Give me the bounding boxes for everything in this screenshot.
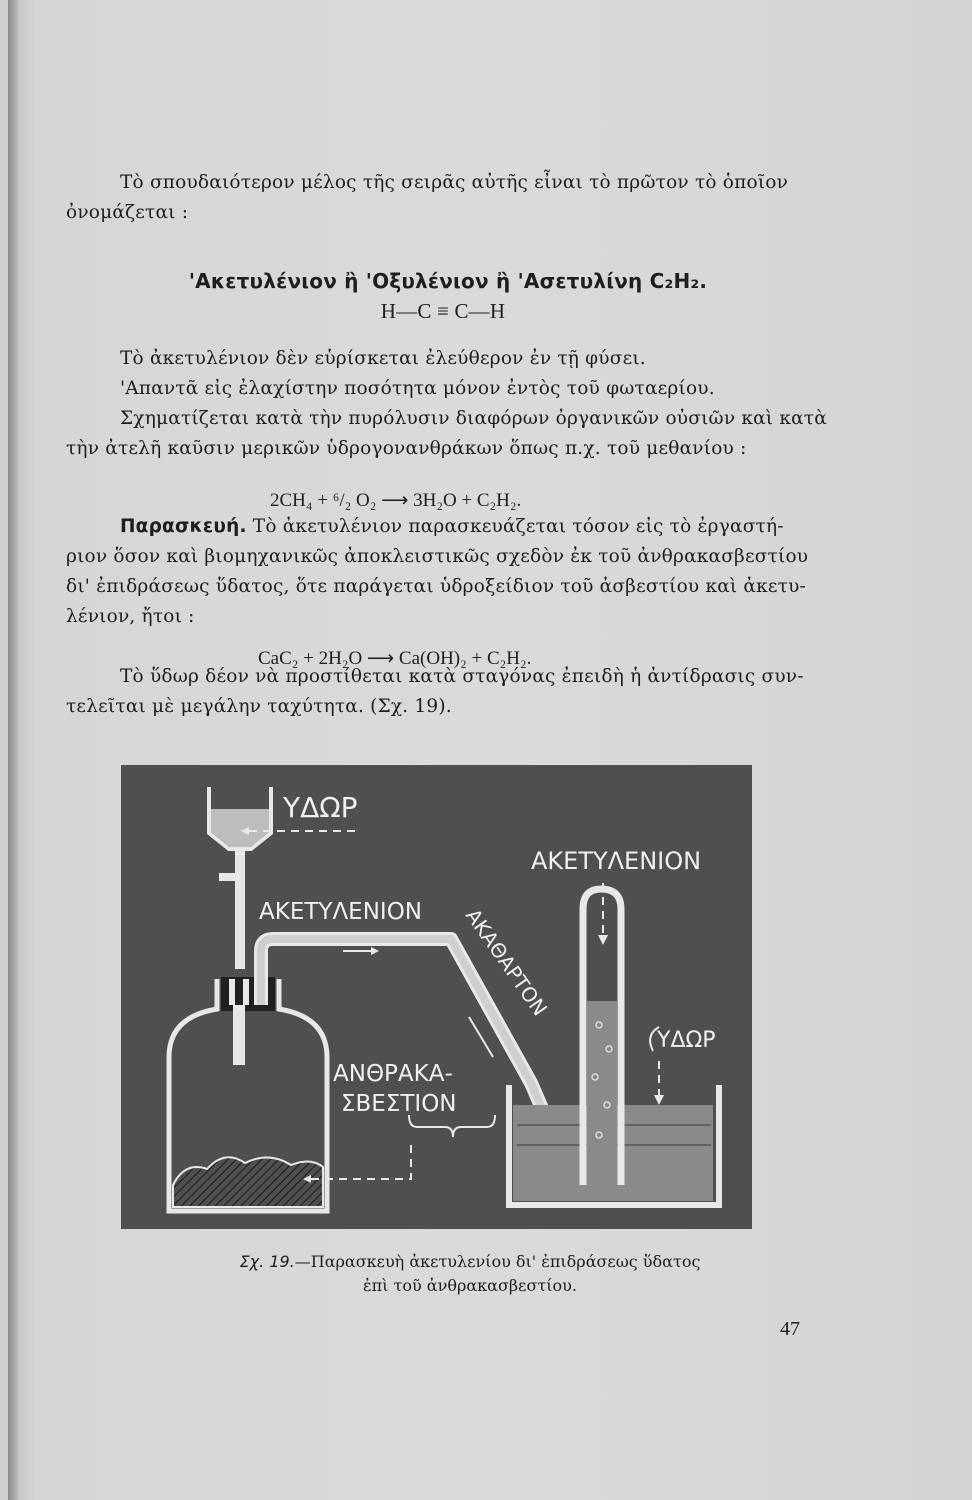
section-heading: 'Ακετυλένιον ἢ 'Οξυλένιον ἢ 'Ασετυλίνη C₂H₂. (188, 269, 708, 293)
label-water-top: ΥΔΩΡ (283, 791, 358, 824)
para2-line-1: Τὸ ὕδωρ δέον νὰ προστίθεται κατὰ σταγόνας ἐπειδὴ ἡ ἀντίδρασις συν- (120, 666, 804, 687)
caption-prefix: Σχ. 19. (239, 1252, 295, 1271)
preparation-line-2: ριον ὅσον καὶ βιομηχανικῶς ἀποκλειστικῶς σχεδὸν ἐκ τοῦ ἀνθρακασβεστίου (66, 546, 809, 567)
equation-carbide: CaC₂ + 2H₂O ⟶ Ca(OH)₂ + C₂H₂. (258, 648, 532, 669)
label-impure: ΑΚΑΘΑΡΤΟΝ (460, 904, 553, 1021)
caption-line-2: ἐπὶ τοῦ ἀνθρακασβεστίου. (363, 1276, 577, 1295)
intro-line-2: ὀνομάζεται : (66, 202, 189, 223)
equation-methane: 2CH₄ + ⁶/₂ O₂ ⟶ 3H₂O + C₂H₂. (270, 490, 522, 511)
label-acetylene-collected: ΑΚΕΤΥΛΕΝΙΟΝ (531, 847, 702, 875)
preparation-line-1 (120, 512, 784, 542)
label-carbide-line-2: ΣΒΕΣΤΙΟΝ (341, 1091, 457, 1117)
label-acetylene-pipe: ΑΚΕΤΥΛΕΝΙΟΝ (259, 899, 423, 925)
caption-line-1 (190, 1250, 750, 1274)
para1-line-4: τὴν ἀτελῆ καῦσιν μερικῶν ὑδρογονανθράκων ὅπως π.χ. τοῦ μεθανίου : (66, 438, 747, 459)
carbide-brace (409, 1115, 495, 1137)
preparation-line-4: λένιον, ἤτοι : (66, 606, 195, 627)
caption-text-1: —Παρασκευὴ ἀκετυλενίου δι' ἐπιδράσεως ὕδατος (294, 1252, 701, 1271)
calcium-carbide-lump (173, 1157, 323, 1207)
para1-line-1: Τὸ ἀκετυλένιον δὲν εὑρίσκεται ἐλεύθερον ἐν τῇ φύσει. (120, 348, 646, 369)
preparation-label: Παρασκευή. (120, 516, 247, 537)
para1-line-3: Σχηματίζεται κατὰ τὴν πυρόλυσιν διαφόρων ὀργανικῶν οὐσιῶν καὶ κατὰ (120, 408, 827, 429)
page-gutter-shadow (8, 0, 18, 1500)
preparation-text-1: Τὸ ἀκετυλένιον παρασκευάζεται τόσον εἰς τὸ ἐργαστή- (252, 516, 784, 537)
intro-line-1: Τὸ σπουδαιότερον μέλος τῆς σειρᾶς αὐτῆς εἶναι τὸ πρῶτον τὸ ὁποῖον (120, 172, 789, 193)
label-water-trough: ΥΔΩΡ (657, 1028, 716, 1053)
page-number: 47 (780, 1318, 800, 1340)
label-carbide-line-1: ΑΝΘΡΑΚΑ- (333, 1061, 453, 1087)
stopcock-handle (219, 873, 237, 881)
para1-line-2: 'Απαντᾶ εἰς ἐλαχίστην ποσότητα μόνον ἐντὸς τοῦ φωταερίου. (120, 378, 715, 399)
structural-formula: H—C ≡ C—H (380, 299, 506, 323)
gas-collecting-cylinder (583, 883, 621, 1185)
para2-line-2: τελεῖται μὲ μεγάλην ταχύτητα. (Σχ. 19). (66, 696, 452, 717)
reaction-bottle (169, 977, 327, 1211)
figure-caption (190, 1250, 750, 1298)
figure-19-apparatus (121, 765, 752, 1229)
preparation-line-3: δι' ἐπιδράσεως ὕδατος, ὅτε παράγεται ὑδροξείδιον τοῦ ἀσβεστίου καὶ ἀκετυ- (66, 576, 807, 597)
apparatus-diagram (121, 765, 752, 1229)
